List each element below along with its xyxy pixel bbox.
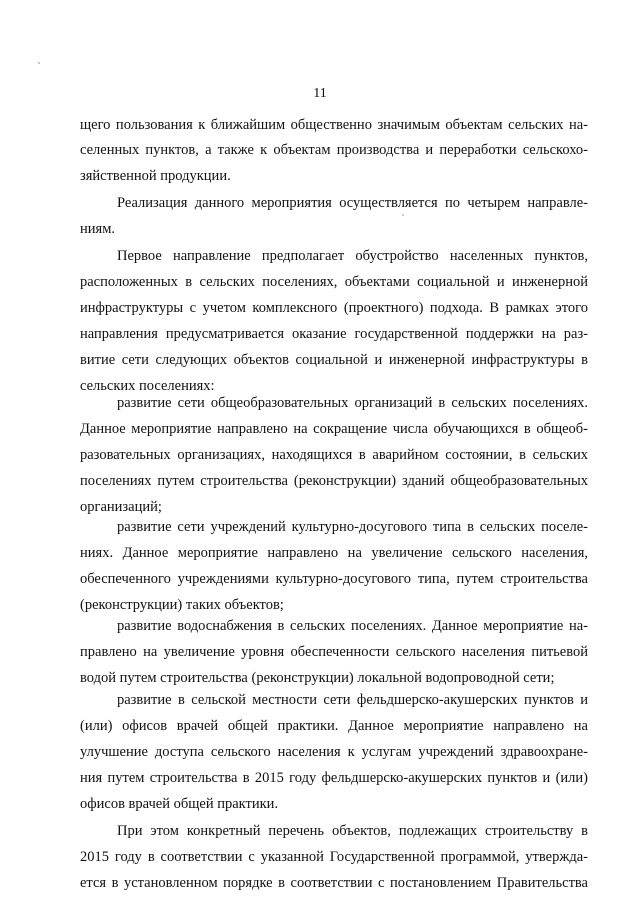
scan-speck xyxy=(38,62,40,64)
text-line: (или) офисов врачей общей практики. Данное мероприятие направлено на xyxy=(80,718,588,734)
text-line: расположенных в сельских поселениях, объектами социальной и инженерной xyxy=(80,274,588,290)
text-line: поселениях путем строительства (реконструкции) зданий общеобразовательных xyxy=(80,473,588,489)
text-line: улучшение доступа сельского населения к услугам учреждений здравоохране- xyxy=(80,744,588,760)
text-line: инфраструктуры с учетом комплексного (проектного) подхода. В рамках этого xyxy=(80,300,588,316)
text-line: водой путем строительства (реконструкции) локальной водопроводной сети; xyxy=(80,670,555,686)
text-line: ется в установленном порядке в соответствии с постановлением Правительства xyxy=(80,875,588,891)
text-line: При этом конкретный перечень объектов, подлежащих строительству в xyxy=(117,823,588,839)
text-line: развитие в сельской местности сети фельдшерско-акушерских пунктов и xyxy=(117,692,588,708)
text-line: организаций; xyxy=(80,499,162,515)
text-line: разовательных организациях, находящихся в аварийном состоянии, в сельских xyxy=(80,447,588,463)
text-line: ниям. xyxy=(80,221,115,237)
text-line: (реконструкции) таких объектов; xyxy=(80,597,284,613)
text-line: щего пользования к ближайшим общественно значимым объектам сельских на- xyxy=(80,117,588,133)
text-line: развитие сети общеобразовательных организаций в сельских поселениях. xyxy=(117,395,588,411)
text-line: офисов врачей общей практики. xyxy=(80,796,279,812)
text-line: Первое направление предполагает обустройство населенных пунктов, xyxy=(117,248,588,264)
scan-speck xyxy=(402,214,404,216)
text-line: Реализация данного мероприятия осуществляется по четырем направле- xyxy=(117,195,588,211)
text-line: Данное мероприятие направлено на сокращение числа обучающихся в общеоб- xyxy=(80,421,588,437)
text-line: сельских поселениях: xyxy=(80,378,215,394)
text-line: развитие водоснабжения в сельских поселениях. Данное мероприятие на- xyxy=(117,618,588,634)
text-line: правлено на увеличение уровня обеспеченности сельского населения питьевой xyxy=(80,644,588,660)
text-line: развитие сети учреждений культурно-досугового типа в сельских поселе- xyxy=(117,519,588,535)
text-line: селенных пунктов, а также к объектам производства и переработки сельскохо- xyxy=(80,142,588,158)
text-line: ниях. Данное мероприятие направлено на увеличение сельского населения, xyxy=(80,545,588,561)
text-line: ния путем строительства в 2015 году фельдшерско-акушерских пунктов и (или) xyxy=(80,770,588,786)
text-line: 2015 году в соответствии с указанной Государственной программой, утвержда- xyxy=(80,849,588,865)
text-line: зяйственной продукции. xyxy=(80,168,231,184)
page-number: 11 xyxy=(313,86,327,101)
text-line: обеспеченного учреждениями культурно-досугового типа, путем строительства xyxy=(80,571,588,587)
text-line: направления предусматривается оказание государственной поддержки на раз- xyxy=(80,326,588,342)
text-line: витие сети следующих объектов социальной и инженерной инфраструктуры в xyxy=(80,352,588,368)
